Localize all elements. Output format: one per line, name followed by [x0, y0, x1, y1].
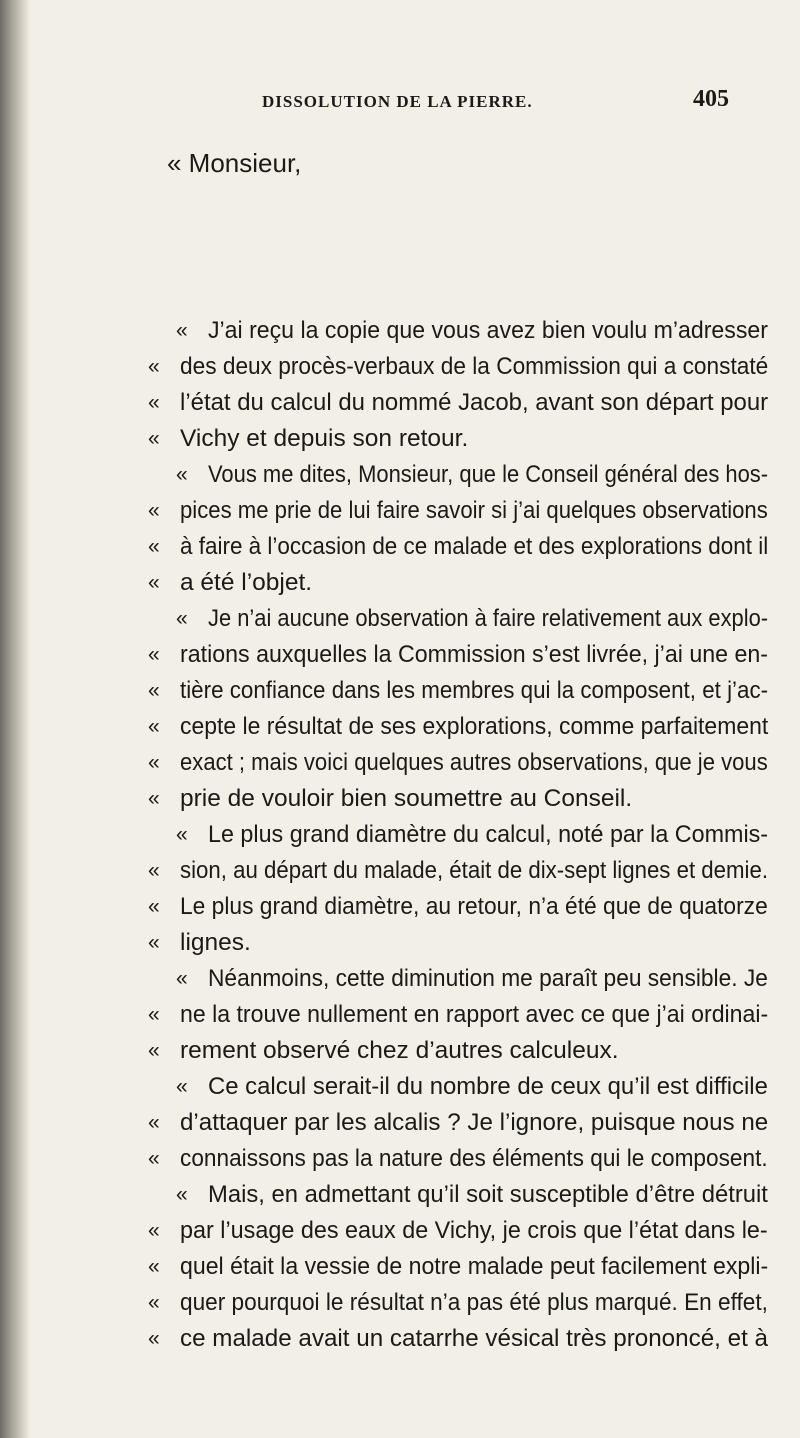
text-line — [148, 1285, 768, 1321]
quote-mark: « — [148, 787, 160, 810]
text-line — [148, 709, 768, 745]
line-text: Mais, en admettant qu’il soit susceptible d’être détruit — [208, 1181, 768, 1208]
text-line — [148, 1321, 768, 1357]
quote-mark: « — [148, 1255, 160, 1278]
quote-mark: « — [176, 1183, 188, 1206]
quote-mark: « — [176, 823, 188, 846]
line-text: quer pourquoi le résultat n’a pas été plus marqué. En effet, — [180, 1289, 768, 1316]
line-text: connaissons pas la nature des éléments qui le composent. — [180, 1145, 768, 1172]
text-line — [148, 349, 768, 385]
page-number: 405 — [693, 86, 729, 112]
quote-mark: « — [148, 751, 160, 774]
text-line — [148, 601, 768, 637]
line-text: à faire à l’occasion de ce malade et des explorations dont il — [180, 533, 769, 560]
quote-mark: « — [148, 859, 160, 882]
quote-mark: « — [148, 1111, 160, 1134]
text-line — [148, 1033, 768, 1069]
quote-mark: « — [148, 535, 160, 558]
quote-mark: « — [148, 1147, 160, 1170]
line-text: par l’usage des eaux de Vichy, je crois que l’état dans le- — [180, 1217, 768, 1244]
text-line — [148, 673, 768, 709]
line-text: Néanmoins, cette diminution me paraît peu sensible. Je — [208, 965, 768, 992]
quote-mark: « — [148, 499, 160, 522]
text-line — [148, 889, 768, 925]
quote-mark: « — [148, 1039, 160, 1062]
quote-mark: « — [148, 895, 160, 918]
text-line — [148, 961, 768, 997]
line-text: Le plus grand diamètre du calcul, noté par la Commis- — [208, 821, 769, 848]
line-text: pices me prie de lui faire savoir si j’ai quelques observations — [180, 497, 768, 524]
page-binding-shadow — [0, 0, 30, 1438]
text-line — [148, 781, 768, 817]
text-line — [148, 565, 768, 601]
line-text: rement observé chez d’autres calculeux. — [180, 1037, 619, 1064]
line-text: J’ai reçu la copie que vous avez bien voulu m’adresser — [208, 317, 768, 344]
line-text: quel était la vessie de notre malade peut facilement expli- — [180, 1253, 769, 1280]
quote-mark: « — [148, 931, 160, 954]
line-text: ce malade avait un catarrhe vésical très prononcé, et à — [180, 1325, 768, 1352]
line-text: Vous me dites, Monsieur, que le Conseil général des hos- — [208, 461, 769, 488]
text-line — [148, 1105, 768, 1141]
quote-mark: « — [176, 967, 188, 990]
text-line — [148, 1141, 768, 1177]
text-line — [148, 637, 768, 673]
text-line — [148, 493, 768, 529]
letter-body — [148, 313, 768, 1357]
quote-mark: « — [148, 1219, 160, 1242]
salutation: « Monsieur, — [167, 148, 302, 178]
quote-mark: « — [148, 1291, 160, 1314]
text-line — [148, 421, 768, 457]
text-line — [148, 529, 768, 565]
running-title: DISSOLUTION DE LA PIERRE. — [262, 92, 533, 111]
quote-mark: « — [148, 1327, 160, 1350]
line-text: l’état du calcul du nommé Jacob, avant son départ pour — [180, 389, 769, 416]
text-line — [148, 313, 768, 349]
quote-mark: « — [148, 427, 160, 450]
quote-mark: « — [148, 391, 160, 414]
text-line — [148, 817, 768, 853]
text-line — [148, 745, 768, 781]
line-text: Le plus grand diamètre, au retour, n’a été que de quatorze — [180, 893, 768, 920]
quote-mark: « — [176, 319, 188, 342]
line-text: Je n’ai aucune observation à faire relativement aux explo- — [208, 605, 769, 632]
line-text: tière confiance dans les membres qui la composent, et j’ac- — [180, 677, 769, 704]
text-line — [148, 1069, 768, 1105]
line-text: d’attaquer par les alcalis ? Je l’ignore, puisque nous ne — [180, 1109, 769, 1136]
line-text: sion, au départ du malade, était de dix-sept lignes et demie. — [180, 857, 768, 884]
line-text: des deux procès-verbaux de la Commission qui a constaté — [180, 353, 769, 380]
line-text: Ce calcul serait-il du nombre de ceux qu’il est difficile — [208, 1073, 768, 1100]
quote-mark: « — [176, 607, 188, 630]
text-line — [148, 1249, 768, 1285]
line-text: rations auxquelles la Commission s’est livrée, j’ai une en- — [180, 641, 769, 668]
line-text: ne la trouve nullement en rapport avec ce que j’ai ordinai- — [180, 1001, 769, 1028]
quote-mark: « — [148, 355, 160, 378]
quote-mark: « — [148, 715, 160, 738]
line-text: lignes. — [180, 929, 251, 956]
text-line — [148, 457, 768, 493]
quote-mark: « — [148, 643, 160, 666]
text-line — [148, 385, 768, 421]
text-line — [148, 925, 768, 961]
text-line — [148, 853, 768, 889]
quote-mark: « — [176, 463, 188, 486]
quote-mark: « — [148, 571, 160, 594]
line-text: a été l’objet. — [180, 569, 313, 596]
text-line — [148, 1177, 768, 1213]
line-text: cepte le résultat de ses explorations, comme parfaitement — [180, 713, 769, 740]
line-text: prie de vouloir bien soumettre au Conseil. — [180, 785, 633, 812]
line-text: Vichy et depuis son retour. — [180, 425, 469, 452]
line-text: exact ; mais voici quelques autres observations, que je vous — [180, 749, 768, 776]
quote-mark: « — [148, 679, 160, 702]
quote-mark: « — [176, 1075, 188, 1098]
quote-mark: « — [148, 1003, 160, 1026]
text-line — [148, 1213, 768, 1249]
page-header — [0, 86, 800, 126]
text-line — [148, 997, 768, 1033]
